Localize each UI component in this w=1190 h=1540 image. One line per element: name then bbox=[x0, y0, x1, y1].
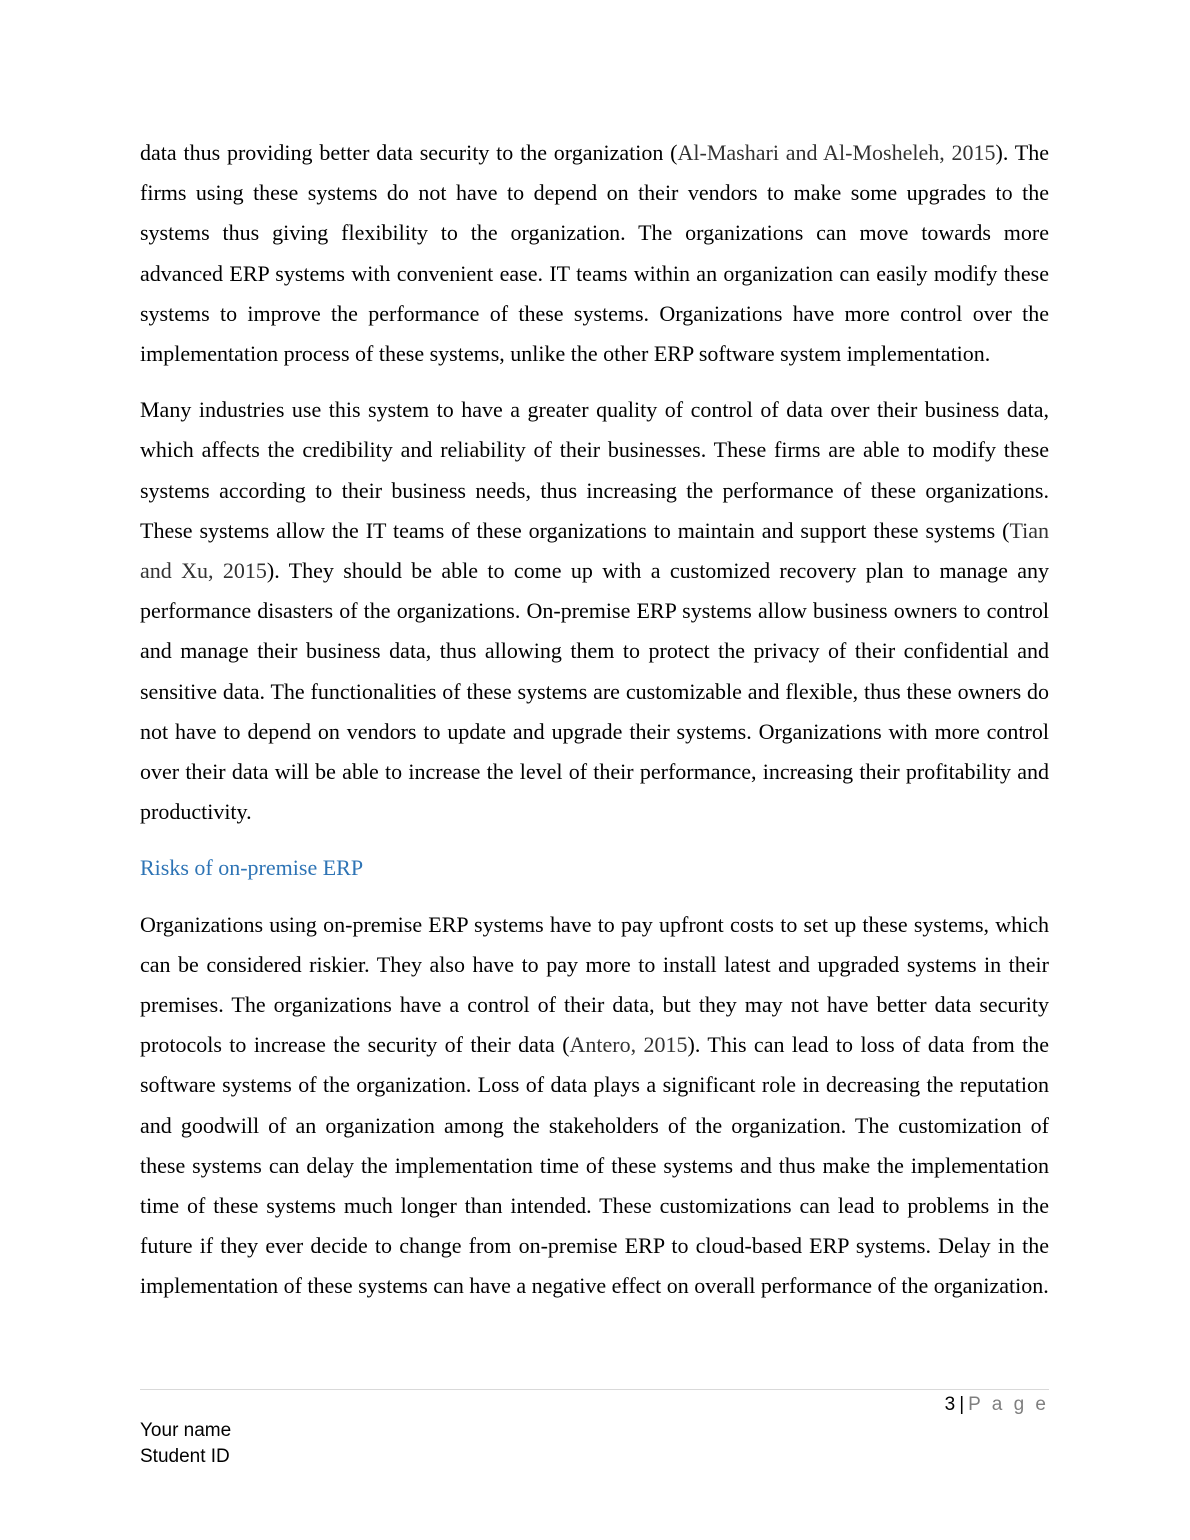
paragraph-2-text-b: ). They should be able to come up with a customized recovery plan to manage any performance disasters of the organizations. On-premise ERP systems allow business owners to control and manage their business data, thus allowing them to protect the privacy of their confidential and sensitive data. The functionalities of these systems are customizable and flexible, thus these owners do not have to depend on vendors to update and upgrade their systems. Organizations with more control over their data will be able to increase the level of their performance, increasing their profitability and productivity. bbox=[140, 558, 1049, 825]
paragraph-1-text-b: ). The firms using these systems do not have to depend on their vendors to make some upgrades to the systems thus giving flexibility to the organization. The organizations can move towards more advanced ERP systems with convenient ease. IT teams within an organization can easily modify these systems to improve the performance of these systems. Organizations have more control over the implementation process of these systems, unlike the other ERP software system implementation. bbox=[140, 140, 1050, 367]
paragraph-2 bbox=[140, 390, 1049, 832]
footer-info bbox=[140, 1418, 231, 1470]
footer-divider bbox=[140, 1389, 1049, 1390]
paragraph-3-text-b: ). This can lead to loss of data from the software systems of the organization. Loss of data plays a significant role in decreasing the reputation and goodwill of an organization among the stakeholders of the organization. The customization of these systems can delay the implementation time of these systems and thus make the implementation time of these systems much longer than intended. These customizations can lead to problems in the future if they ever decide to change from on-premise ERP to cloud-based ERP systems. Delay in the implementation of these systems can have a negative effect on overall performance of the organization. bbox=[140, 1032, 1049, 1299]
citation-al-mashari: Al-Mashari and Al-Mosheleh, 2015 bbox=[677, 140, 996, 165]
citation-antero: Antero, 2015 bbox=[569, 1032, 688, 1058]
page-number-label: P a g e bbox=[968, 1394, 1049, 1415]
paragraph-1-text-a: data thus providing better data security to the organization ( bbox=[140, 140, 678, 165]
page-number-separator: | bbox=[959, 1394, 965, 1415]
document-body bbox=[140, 133, 1049, 1307]
section-heading-risks: Risks of on-premise ERP bbox=[140, 855, 364, 881]
footer-name: Your name bbox=[140, 1420, 232, 1441]
paragraph-3 bbox=[140, 905, 1049, 1307]
citation-tian-xu: Tian and Xu, 2015 bbox=[140, 517, 1049, 584]
footer-student-id: Student ID bbox=[140, 1446, 230, 1467]
paragraph-1 bbox=[140, 133, 1049, 374]
page-number-value: 3 bbox=[944, 1394, 956, 1415]
paragraph-2-text-a: Many industries use this system to have a greater quality of control of data over their business data, which affects the credibility and reliability of their businesses. These firms are able to modify these systems according to their business needs, thus increasing the performance of these organizations. These systems allow the IT teams of these organizations to maintain and support these systems ( bbox=[140, 397, 1049, 543]
page-number bbox=[945, 1393, 1049, 1417]
paragraph-3-text-a: Organizations using on-premise ERP systems have to pay upfront costs to set up these systems, which can be considered riskier. They also have to pay more to install latest and upgraded systems in their premises. The organizations have a control of their data, but they may not have better data security protocols to increase the security of their data ( bbox=[140, 911, 1049, 1058]
